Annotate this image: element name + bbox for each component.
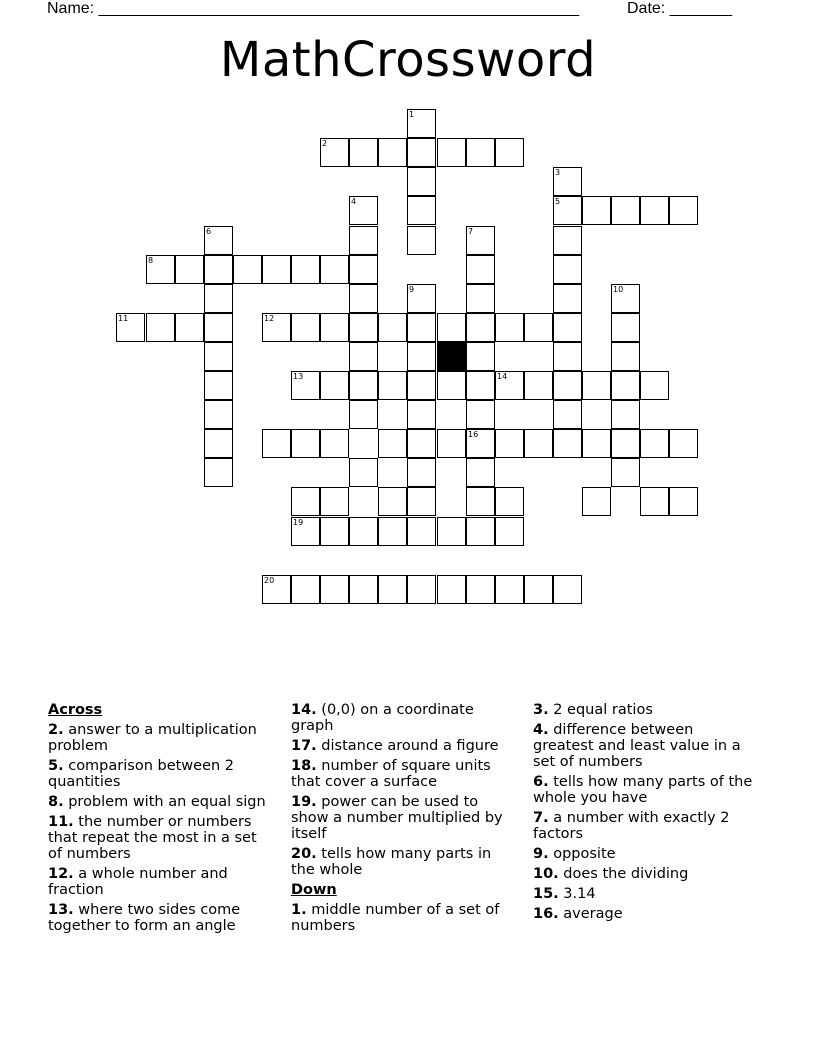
grid-cell	[495, 487, 524, 516]
black-square	[437, 342, 466, 371]
clue-text: comparison between 2 quantities	[48, 758, 235, 790]
grid-cell	[466, 138, 495, 167]
grid-cell	[524, 575, 553, 604]
clue-text: 2 equal ratios	[553, 702, 653, 718]
across-heading: Across	[48, 702, 103, 718]
cell-number: 8	[148, 256, 154, 265]
grid-cell	[349, 400, 378, 429]
grid-cell	[495, 429, 524, 458]
clues-column-3	[533, 702, 758, 926]
clue-number: 2.	[48, 722, 64, 738]
cell-number: 7	[468, 227, 474, 236]
grid-cell	[466, 226, 495, 255]
grid-cell	[407, 167, 436, 196]
grid-cell	[553, 313, 582, 342]
grid-cell	[524, 313, 553, 342]
clue-text: middle number of a set of numbers	[291, 902, 500, 934]
grid-cell	[582, 487, 611, 516]
clue-text: 3.14	[563, 886, 596, 902]
grid-cell	[291, 487, 320, 516]
clue-number: 4.	[533, 722, 549, 738]
clue-text: opposite	[553, 846, 616, 862]
grid-cell	[320, 517, 349, 546]
grid-cell	[262, 429, 291, 458]
grid-cell	[611, 458, 640, 487]
clue-text: a number with exactly 2 factors	[533, 810, 730, 842]
grid-cell	[466, 284, 495, 313]
clues-column-2	[291, 702, 516, 938]
cell-number: 16	[468, 430, 479, 439]
grid-cell	[669, 196, 698, 225]
grid-cell	[437, 313, 466, 342]
grid-cell	[146, 313, 175, 342]
clue-across-19	[291, 794, 516, 842]
grid-cell	[466, 400, 495, 429]
grid-cell	[553, 371, 582, 400]
grid-cell	[466, 517, 495, 546]
grid-cell	[466, 487, 495, 516]
grid-cell	[175, 255, 204, 284]
grid-cell	[495, 313, 524, 342]
grid-cell	[349, 138, 378, 167]
cell-number: 3	[555, 168, 561, 177]
grid-cell	[204, 342, 233, 371]
grid-cell	[437, 371, 466, 400]
grid-cell	[553, 255, 582, 284]
clue-down-15	[533, 886, 758, 902]
grid-cell	[291, 429, 320, 458]
grid-cell	[262, 255, 291, 284]
cell-number: 2	[322, 139, 328, 148]
clue-number: 5.	[48, 758, 64, 774]
grid-cell	[291, 575, 320, 604]
grid-cell	[437, 517, 466, 546]
clue-down-3	[533, 702, 758, 718]
grid-cell	[291, 255, 320, 284]
grid-cell	[349, 255, 378, 284]
grid-cell	[116, 313, 145, 342]
clue-text: distance around a figure	[321, 738, 499, 754]
grid-cell	[349, 517, 378, 546]
grid-cell	[146, 255, 175, 284]
grid-cell	[349, 313, 378, 342]
grid-cell	[204, 284, 233, 313]
grid-cell	[466, 342, 495, 371]
name-field-label: Name: ______________________________________________________	[47, 0, 580, 17]
grid-cell	[204, 371, 233, 400]
grid-cell	[407, 196, 436, 225]
clue-number: 6.	[533, 774, 549, 790]
cell-number: 13	[293, 372, 304, 381]
grid-cell	[204, 400, 233, 429]
down-heading: Down	[291, 882, 337, 898]
clue-number: 7.	[533, 810, 549, 826]
grid-cell	[466, 575, 495, 604]
clue-down-9	[533, 846, 758, 862]
grid-cell	[495, 138, 524, 167]
clues-column-1	[48, 702, 273, 938]
grid-cell	[640, 371, 669, 400]
grid-cell	[640, 487, 669, 516]
clue-number: 14.	[291, 702, 317, 718]
grid-cell	[262, 575, 291, 604]
grid-cell	[349, 371, 378, 400]
grid-cell	[466, 313, 495, 342]
grid-cell	[553, 575, 582, 604]
grid-cell	[495, 517, 524, 546]
grid-cell	[320, 138, 349, 167]
clue-number: 12.	[48, 866, 74, 882]
clue-number: 11.	[48, 814, 74, 830]
grid-cell	[378, 313, 407, 342]
grid-cell	[611, 313, 640, 342]
clue-across-11	[48, 814, 273, 862]
grid-cell	[378, 138, 407, 167]
grid-cell	[349, 342, 378, 371]
grid-cell	[320, 429, 349, 458]
grid-cell	[378, 429, 407, 458]
grid-cell	[378, 517, 407, 546]
clue-across-20	[291, 846, 516, 878]
grid-cell	[553, 284, 582, 313]
grid-cell	[437, 138, 466, 167]
grid-cell	[320, 575, 349, 604]
grid-cell	[204, 313, 233, 342]
grid-cell	[437, 575, 466, 604]
date-field-label: Date: _______	[627, 0, 732, 17]
grid-cell	[524, 429, 553, 458]
grid-cell	[320, 487, 349, 516]
clue-text: problem with an equal sign	[68, 794, 266, 810]
clue-number: 10.	[533, 866, 559, 882]
grid-cell	[553, 196, 582, 225]
grid-cell	[378, 371, 407, 400]
clue-number: 20.	[291, 846, 317, 862]
grid-cell	[291, 371, 320, 400]
grid-cell	[175, 313, 204, 342]
clue-text: answer to a multiplication problem	[48, 722, 257, 754]
cell-number: 5	[555, 197, 561, 206]
grid-cell	[611, 284, 640, 313]
clue-text: average	[563, 906, 623, 922]
grid-cell	[204, 458, 233, 487]
grid-cell	[553, 342, 582, 371]
grid-cell	[407, 371, 436, 400]
clue-down-16	[533, 906, 758, 922]
grid-cell	[582, 371, 611, 400]
clue-across-13	[48, 902, 273, 934]
grid-cell	[349, 458, 378, 487]
grid-cell	[466, 255, 495, 284]
grid-cell	[204, 255, 233, 284]
grid-cell	[640, 429, 669, 458]
grid-cell	[407, 138, 436, 167]
grid-cell	[640, 196, 669, 225]
clue-text: the number or numbers that repeat the most in a set of numbers	[48, 814, 257, 862]
clue-text: a whole number and fraction	[48, 866, 228, 898]
grid-cell	[204, 429, 233, 458]
grid-cell	[582, 196, 611, 225]
cell-number: 20	[264, 576, 275, 585]
cell-number: 4	[351, 197, 357, 206]
grid-cell	[407, 400, 436, 429]
grid-cell	[233, 255, 262, 284]
grid-cell	[553, 400, 582, 429]
grid-cell	[407, 342, 436, 371]
grid-cell	[553, 429, 582, 458]
grid-cell	[553, 167, 582, 196]
grid-cell	[291, 313, 320, 342]
cell-number: 10	[613, 285, 624, 294]
grid-cell	[349, 196, 378, 225]
grid-cell	[611, 400, 640, 429]
grid-cell	[466, 458, 495, 487]
grid-cell	[495, 575, 524, 604]
grid-cell	[466, 429, 495, 458]
clue-number: 3.	[533, 702, 549, 718]
clue-text: where two sides come together to form an angle	[48, 902, 241, 934]
grid-cell	[437, 429, 466, 458]
clue-number: 8.	[48, 794, 64, 810]
clue-text: (0,0) on a coordinate graph	[291, 702, 474, 734]
clue-across-18	[291, 758, 516, 790]
clue-across-8	[48, 794, 273, 810]
grid-cell	[320, 371, 349, 400]
clue-number: 18.	[291, 758, 317, 774]
clue-number: 9.	[533, 846, 549, 862]
page-title: MathCrossword	[219, 32, 597, 88]
clue-text: tells how many parts in the whole	[291, 846, 492, 878]
grid-cell	[349, 284, 378, 313]
grid-cell	[407, 226, 436, 255]
grid-cell	[611, 371, 640, 400]
clue-text: tells how many parts of the whole you have	[533, 774, 753, 806]
grid-cell	[407, 313, 436, 342]
clue-down-6	[533, 774, 758, 806]
clue-number: 1.	[291, 902, 307, 918]
clue-across-2	[48, 722, 273, 754]
grid-cell	[378, 575, 407, 604]
grid-cell	[669, 487, 698, 516]
grid-cell	[407, 575, 436, 604]
clue-across-14	[291, 702, 516, 734]
clue-down-7	[533, 810, 758, 842]
grid-cell	[466, 371, 495, 400]
grid-cell	[378, 487, 407, 516]
grid-cell	[407, 487, 436, 516]
clue-down-10	[533, 866, 758, 882]
grid-cell	[582, 429, 611, 458]
cell-number: 6	[206, 227, 212, 236]
grid-cell	[262, 313, 291, 342]
clue-text: number of square units that cover a surface	[291, 758, 491, 790]
clue-number: 16.	[533, 906, 559, 922]
grid-cell	[611, 196, 640, 225]
grid-cell	[407, 429, 436, 458]
grid-cell	[407, 284, 436, 313]
cell-number: 14	[497, 372, 508, 381]
clue-text: difference between greatest and least value in a set of numbers	[533, 722, 741, 770]
clue-down-1	[291, 902, 516, 934]
clue-number: 19.	[291, 794, 317, 810]
clue-number: 17.	[291, 738, 317, 754]
clue-number: 13.	[48, 902, 74, 918]
clue-across-5	[48, 758, 273, 790]
grid-cell	[349, 575, 378, 604]
cell-number: 9	[409, 285, 415, 294]
grid-cell	[349, 226, 378, 255]
grid-cell	[291, 517, 320, 546]
grid-cell	[553, 226, 582, 255]
clue-across-12	[48, 866, 273, 898]
cell-number: 12	[264, 314, 275, 323]
cell-number: 19	[293, 518, 304, 527]
grid-cell	[611, 429, 640, 458]
grid-cell	[553, 429, 582, 458]
clue-text: power can be used to show a number multiplied by itself	[291, 794, 503, 842]
grid-cell	[407, 517, 436, 546]
grid-cell	[495, 371, 524, 400]
grid-cell	[204, 226, 233, 255]
grid-cell	[407, 458, 436, 487]
clue-down-4	[533, 722, 758, 770]
cell-number: 11	[118, 314, 129, 323]
grid-cell	[524, 371, 553, 400]
cell-number: 1	[409, 110, 415, 119]
clue-across-17	[291, 738, 516, 754]
grid-cell	[611, 342, 640, 371]
clue-text: does the dividing	[563, 866, 689, 882]
grid-cell	[320, 313, 349, 342]
grid-cell	[669, 429, 698, 458]
grid-cell	[407, 109, 436, 138]
clue-number: 15.	[533, 886, 559, 902]
grid-cell	[320, 255, 349, 284]
